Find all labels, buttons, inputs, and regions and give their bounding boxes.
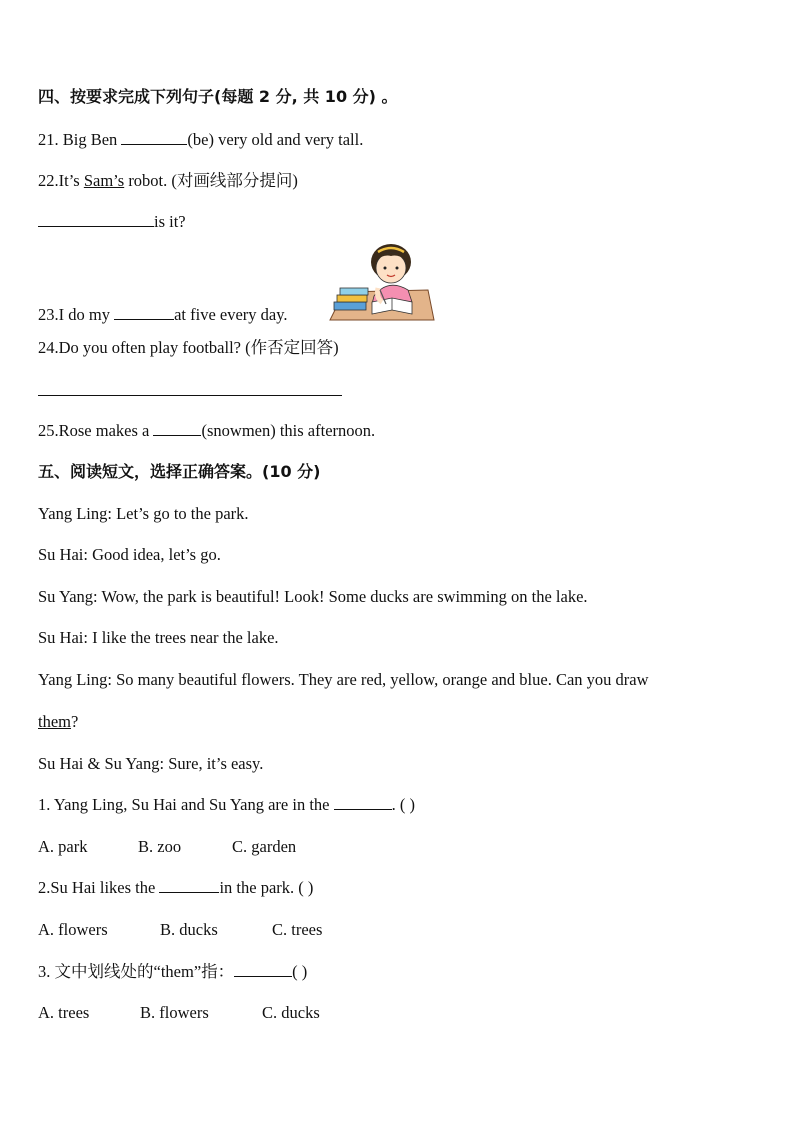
reading-question-1-options xyxy=(38,836,296,858)
question-text: Big Ben xyxy=(62,130,118,149)
question-text: 1. Yang Ling, Su Hai and Su Yang are in the xyxy=(38,795,330,814)
question-text: I do my xyxy=(58,305,110,324)
question-text: . ( ) xyxy=(391,795,415,814)
question-text: It’s xyxy=(58,171,84,190)
option-a[interactable]: A. flowers xyxy=(38,920,108,939)
question-number: 25. xyxy=(38,421,59,440)
reading-question-2-options xyxy=(38,919,322,941)
option-a[interactable]: A. park xyxy=(38,837,88,856)
underlined-word: them xyxy=(38,712,71,731)
option-c[interactable]: C. garden xyxy=(232,837,297,856)
answer-blank[interactable] xyxy=(38,381,342,396)
underlined-word: Sam’s xyxy=(83,171,125,190)
question-text: in the park. ( ) xyxy=(219,878,314,897)
option-a[interactable]: A. trees xyxy=(38,1003,90,1022)
question-text: Rose makes a xyxy=(58,421,150,440)
dialogue-line: Su Hai & Su Yang: Sure, it’s easy. xyxy=(38,754,264,773)
reading-question-3-options xyxy=(38,1002,320,1024)
dialogue-line: Yang Ling: Let’s go to the park. xyxy=(38,504,249,523)
question-text: ( ) xyxy=(292,962,308,981)
answer-blank[interactable] xyxy=(121,130,187,145)
question-text: at five every day. xyxy=(174,305,288,324)
question-text: 3. 文中划线处的“them”指： xyxy=(38,962,235,981)
question-text: 2.Su Hai likes the xyxy=(38,878,156,897)
question-number: 23. xyxy=(38,305,59,324)
option-c[interactable]: C. trees xyxy=(272,920,323,939)
answer-blank[interactable] xyxy=(114,305,174,320)
question-text: robot. (对画线部分提问) xyxy=(124,171,298,190)
option-c[interactable]: C. ducks xyxy=(262,1003,320,1022)
option-b[interactable]: B. flowers xyxy=(140,1003,209,1022)
option-b[interactable]: B. zoo xyxy=(138,837,182,856)
dialogue-line: Yang Ling: So many beautiful flowers. They are red, yellow, orange and blue. Can you draw xyxy=(38,670,649,689)
answer-blank[interactable] xyxy=(334,795,392,810)
section-4-title: 四、按要求完成下列句子(每题 2 分, 共 10 分) 。 xyxy=(38,87,398,106)
dialogue-line: Su Hai: I like the trees near the lake. xyxy=(38,628,279,647)
answer-blank[interactable] xyxy=(159,878,219,893)
question-number: 24. xyxy=(38,338,59,357)
answer-blank[interactable] xyxy=(153,421,201,436)
answer-blank[interactable] xyxy=(38,212,154,227)
question-22 xyxy=(38,170,298,192)
section-5-title: 五、阅读短文，选择正确答案。(10 分) xyxy=(38,462,321,481)
dialogue-text: ? xyxy=(71,712,79,731)
dialogue-line-continued xyxy=(38,711,78,733)
question-text: Do you often play football? (作否定回答) xyxy=(58,338,339,357)
question-number: 22. xyxy=(38,171,59,190)
question-21 xyxy=(38,129,363,151)
question-number: 21. xyxy=(38,130,59,149)
reading-question-3 xyxy=(38,961,307,983)
question-24 xyxy=(38,337,339,359)
question-text: (snowmen) this afternoon. xyxy=(201,421,376,440)
option-b[interactable]: B. ducks xyxy=(160,920,218,939)
girl-doing-homework-image xyxy=(328,240,436,322)
reading-question-2 xyxy=(38,877,313,899)
answer-blank[interactable] xyxy=(234,962,292,977)
reading-question-1 xyxy=(38,794,415,816)
dialogue-line: Su Yang: Wow, the park is beautiful! Look! Some ducks are swimming on the lake. xyxy=(38,587,588,606)
question-23 xyxy=(38,304,288,326)
question-22-answer-line xyxy=(38,211,186,233)
dialogue-line: Su Hai: Good idea, let’s go. xyxy=(38,545,221,564)
question-24-answer-line xyxy=(38,380,342,402)
question-25 xyxy=(38,420,375,442)
question-text: (be) very old and very tall. xyxy=(187,130,364,149)
question-text: is it? xyxy=(154,212,186,231)
